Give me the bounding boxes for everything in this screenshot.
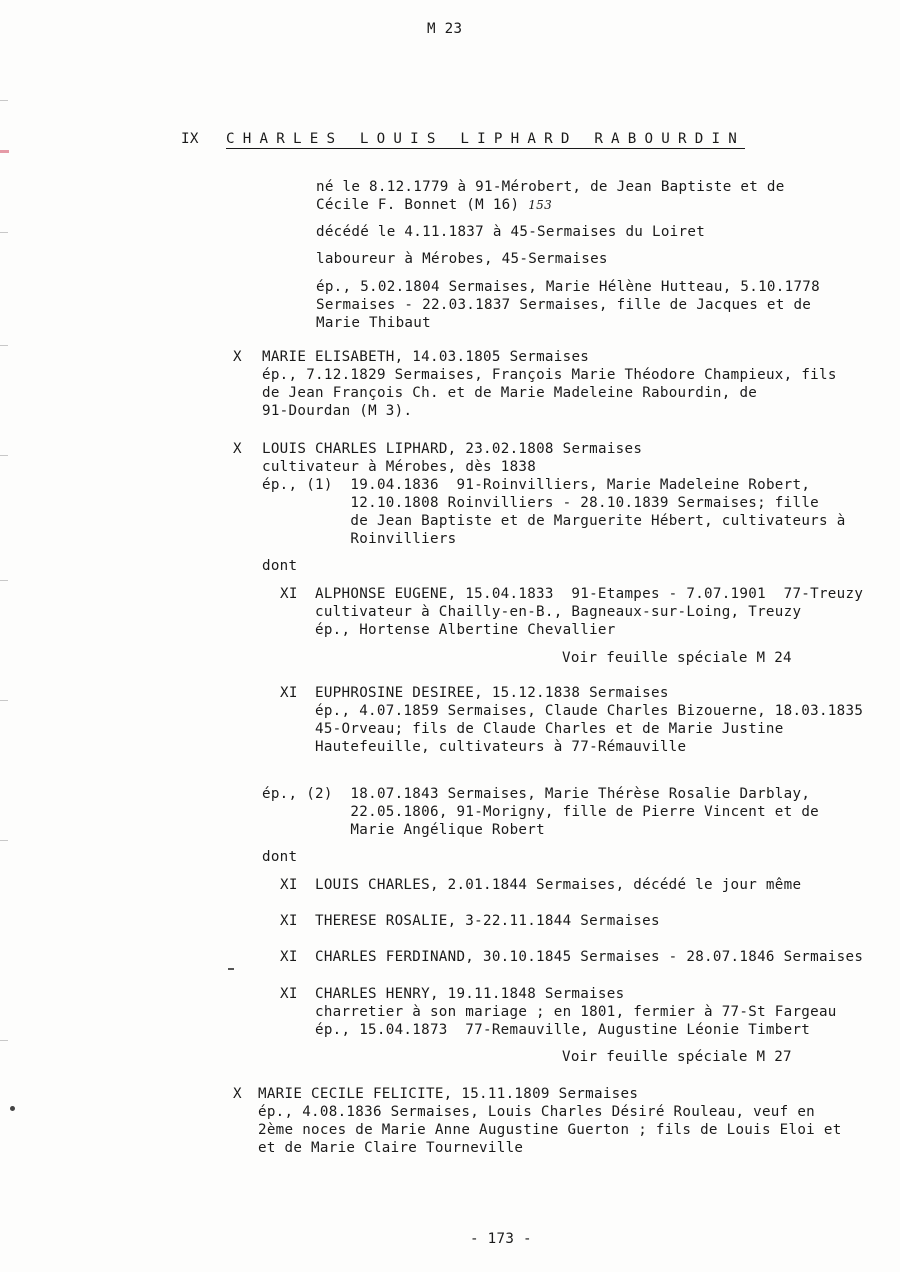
grandchild-entry-line: ép., 15.04.1873 77-Remauville, Augustine Léonie Timbert bbox=[315, 1022, 811, 1038]
second-marriage-line: Marie Angélique Robert bbox=[262, 822, 545, 838]
child-entry-line: ép., 7.12.1829 Sermaises, François Marie Théodore Champieux, fils bbox=[262, 367, 837, 383]
scan-color-mark bbox=[0, 150, 9, 153]
scan-edge-mark bbox=[0, 455, 8, 456]
grandchild-entry-line: EUPHROSINE DESIREE, 15.12.1838 Sermaises bbox=[315, 685, 669, 701]
occupation-line: laboureur à Mérobes, 45-Sermaises bbox=[316, 251, 608, 267]
grandchild-generation: XI bbox=[280, 877, 298, 893]
child-entry-line: 2ème noces de Marie Anne Augustine Guerton ; fils de Louis Eloi et bbox=[258, 1122, 842, 1138]
see-also-reference: Voir feuille spéciale M 24 bbox=[562, 650, 792, 666]
scan-edge-mark bbox=[0, 100, 8, 101]
dont-label: dont bbox=[262, 558, 298, 574]
birth-line: Cécile F. Bonnet (M 16) 153 bbox=[316, 197, 553, 213]
grandchild-generation: XI bbox=[280, 685, 298, 701]
child-entry-line: MARIE ELISABETH, 14.03.1805 Sermaises bbox=[262, 349, 590, 365]
second-marriage-line: 22.05.1806, 91-Morigny, fille de Pierre Vincent et de bbox=[262, 804, 820, 820]
marriage-line: ép., 5.02.1804 Sermaises, Marie Hélène Hutteau, 5.10.1778 bbox=[316, 279, 820, 295]
scan-tick-mark bbox=[228, 968, 234, 970]
handwritten-note: 153 bbox=[528, 198, 553, 212]
grandchild-entry-line: ép., 4.07.1859 Sermaises, Claude Charles Bizouerne, 18.03.1835 bbox=[315, 703, 864, 719]
child-generation: X bbox=[233, 1086, 242, 1102]
child-generation: X bbox=[233, 441, 242, 457]
second-marriage-line: ép., (2) 18.07.1843 Sermaises, Marie Thérèse Rosalie Darblay, bbox=[262, 786, 811, 802]
marriage-line: Marie Thibaut bbox=[316, 315, 431, 331]
page-number: - 173 - bbox=[470, 1231, 532, 1247]
child-entry-line: LOUIS CHARLES LIPHARD, 23.02.1808 Sermaises bbox=[262, 441, 643, 457]
birth-line: né le 8.12.1779 à 91-Mérobert, de Jean Baptiste et de bbox=[316, 179, 785, 195]
death-line: décédé le 4.11.1837 à 45-Sermaises du Loiret bbox=[316, 224, 706, 240]
child-generation: X bbox=[233, 349, 242, 365]
person-title: CHARLES LOUIS LIPHARD RABOURDIN bbox=[226, 131, 745, 147]
grandchild-entry-line: LOUIS CHARLES, 2.01.1844 Sermaises, décédé le jour même bbox=[315, 877, 802, 893]
child-entry-line: de Jean François Ch. et de Marie Madeleine Rabourdin, de bbox=[262, 385, 758, 401]
grandchild-entry-line: CHARLES HENRY, 19.11.1848 Sermaises bbox=[315, 986, 625, 1002]
child-entry-line: 91-Dourdan (M 3). bbox=[262, 403, 413, 419]
scan-edge-mark bbox=[0, 345, 8, 346]
child-entry-line: de Jean Baptiste et de Marguerite Hébert, cultivateurs à bbox=[262, 513, 846, 529]
scan-edge-mark bbox=[0, 840, 8, 841]
page-reference: M 23 bbox=[427, 21, 463, 37]
grandchild-entry-line: cultivateur à Chailly-en-B., Bagneaux-sur-Loing, Treuzy bbox=[315, 604, 802, 620]
grandchild-entry-line: Hautefeuille, cultivateurs à 77-Rémauville bbox=[315, 739, 687, 755]
grandchild-entry-line: ép., Hortense Albertine Chevallier bbox=[315, 622, 616, 638]
child-entry-line: MARIE CECILE FELICITE, 15.11.1809 Sermaises bbox=[258, 1086, 639, 1102]
grandchild-entry-line: 45-Orveau; fils de Claude Charles et de Marie Justine bbox=[315, 721, 784, 737]
grandchild-generation: XI bbox=[280, 949, 298, 965]
child-entry-line: ép., 4.08.1836 Sermaises, Louis Charles Désiré Rouleau, veuf en bbox=[258, 1104, 816, 1120]
scan-edge-mark bbox=[0, 580, 8, 581]
grandchild-entry-line: charretier à son mariage ; en 1801, fermier à 77-St Fargeau bbox=[315, 1004, 837, 1020]
scan-edge-mark bbox=[0, 232, 8, 233]
grandchild-entry-line: CHARLES FERDINAND, 30.10.1845 Sermaises - 28.07.1846 Sermaises bbox=[315, 949, 864, 965]
see-also-reference: Voir feuille spéciale M 27 bbox=[562, 1049, 792, 1065]
child-entry-line: cultivateur à Mérobes, dès 1838 bbox=[262, 459, 537, 475]
generation-label: IX bbox=[181, 131, 199, 147]
grandchild-generation: XI bbox=[280, 586, 298, 602]
grandchild-generation: XI bbox=[280, 986, 298, 1002]
grandchild-entry-line: THERESE ROSALIE, 3-22.11.1844 Sermaises bbox=[315, 913, 660, 929]
child-entry-line: ép., (1) 19.04.1836 91-Roinvilliers, Marie Madeleine Robert, bbox=[262, 477, 811, 493]
child-entry-line: Roinvilliers bbox=[262, 531, 457, 547]
scan-edge-mark bbox=[0, 700, 8, 701]
dont-label: dont bbox=[262, 849, 298, 865]
grandchild-entry-line: ALPHONSE EUGENE, 15.04.1833 91-Etampes - 7.07.1901 77-Treuzy bbox=[315, 586, 864, 602]
grandchild-generation: XI bbox=[280, 913, 298, 929]
scan-edge-mark bbox=[0, 1040, 8, 1041]
marriage-line: Sermaises - 22.03.1837 Sermaises, fille de Jacques et de bbox=[316, 297, 812, 313]
child-entry-line: 12.10.1808 Roinvilliers - 28.10.1839 Sermaises; fille bbox=[262, 495, 820, 511]
child-entry-line: et de Marie Claire Tourneville bbox=[258, 1140, 524, 1156]
scan-dot-mark bbox=[10, 1106, 15, 1111]
